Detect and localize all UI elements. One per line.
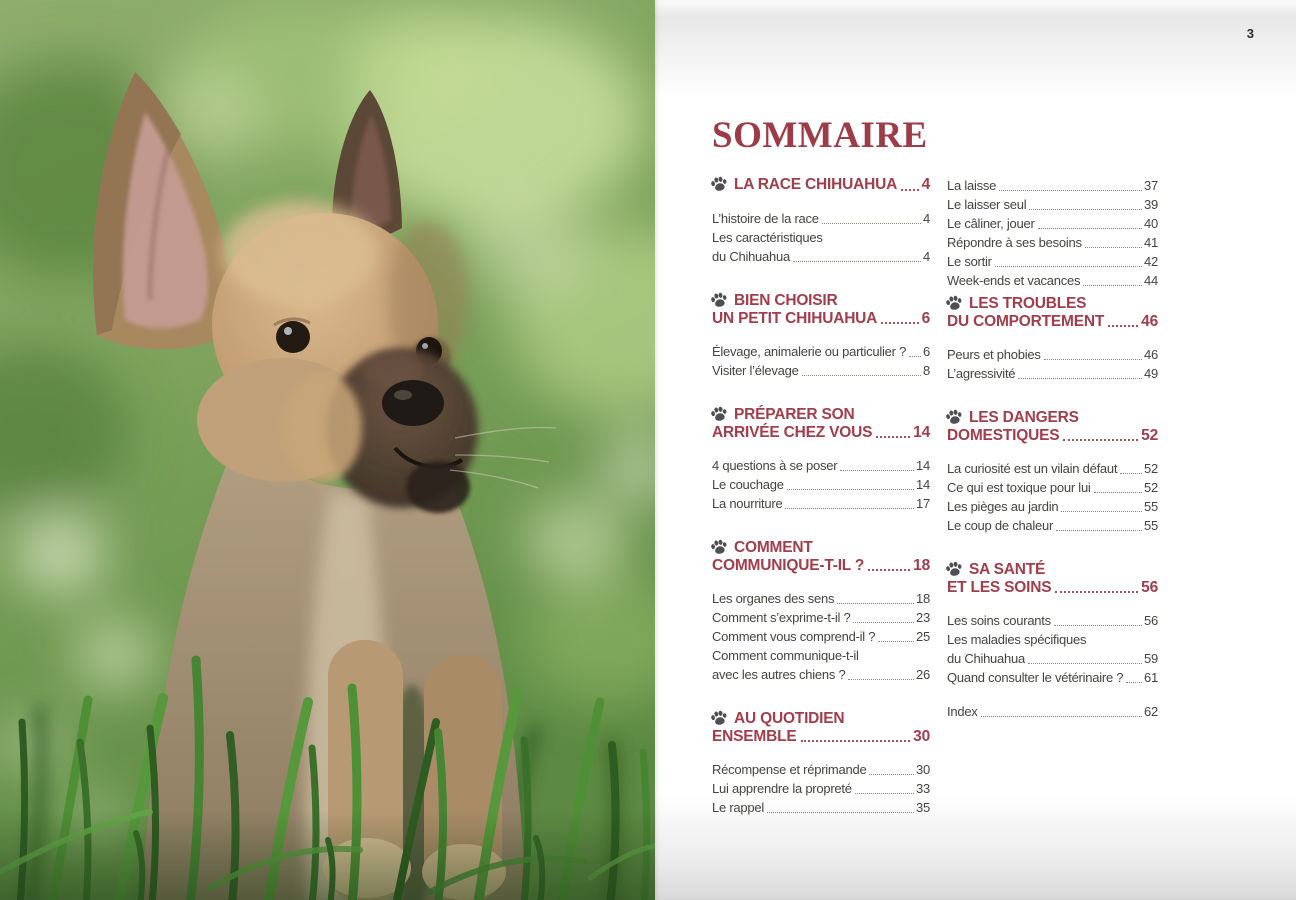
toc-entry-text: Comment s’exprime-t-il ? xyxy=(712,610,851,625)
toc-entry xyxy=(947,668,1158,687)
toc-section-heading xyxy=(712,406,930,441)
toc-entry-group xyxy=(947,345,1158,383)
toc-entry xyxy=(712,608,930,627)
toc-entry-text: du Chihuahua xyxy=(947,651,1025,666)
sommaire-page xyxy=(655,0,1296,900)
toc-entry-text: Le couchage xyxy=(712,477,784,492)
toc-entry-text: Lui apprendre la propreté xyxy=(712,781,852,796)
toc-section-heading-line xyxy=(712,557,930,574)
toc-entry xyxy=(947,611,1158,630)
toc-entry-row xyxy=(712,627,930,646)
toc-entry-page-number: 40 xyxy=(1144,216,1158,231)
toc-entry-row xyxy=(947,459,1158,478)
toc-entry-page-number: 17 xyxy=(916,496,930,511)
toc-entry-group xyxy=(712,760,930,817)
toc-section-heading-line xyxy=(712,310,930,327)
toc-columns xyxy=(712,176,1158,817)
toc-entry-group xyxy=(947,459,1158,535)
toc-entry-page-number: 55 xyxy=(1144,518,1158,533)
toc-entry-text: La nourriture xyxy=(712,496,783,511)
toc-entry-row xyxy=(947,702,1158,721)
toc-entry xyxy=(712,494,930,513)
toc-entry-page-number: 25 xyxy=(916,629,930,644)
dot-leader xyxy=(848,679,914,680)
dot-leader xyxy=(1018,378,1142,379)
dot-leader xyxy=(793,261,921,262)
toc-entry-row xyxy=(947,176,1158,195)
toc-entry-row xyxy=(712,589,930,608)
toc-section-heading-line xyxy=(712,539,930,557)
dot-leader xyxy=(881,322,918,324)
toc-entry xyxy=(947,271,1158,290)
toc-entry-text: Comment communique-t-il xyxy=(712,648,859,663)
toc-section-page-number: 46 xyxy=(1141,313,1158,330)
toc-section-heading-line xyxy=(947,427,1158,444)
dot-leader xyxy=(981,716,1142,717)
toc-section-heading-line xyxy=(712,176,930,194)
toc-entry-row xyxy=(947,364,1158,383)
toc-entry xyxy=(712,342,930,361)
toc-section-title: PRÉPARER SON xyxy=(734,406,855,423)
dot-leader xyxy=(785,508,914,509)
toc-entry-row xyxy=(712,361,930,380)
toc-entry-row xyxy=(712,475,930,494)
toc-entry-row xyxy=(947,271,1158,290)
toc-section-heading xyxy=(947,409,1158,444)
toc-section-title: LES TROUBLES xyxy=(969,295,1087,312)
dot-leader xyxy=(787,489,914,490)
toc-entry-text: Index xyxy=(947,704,978,719)
toc-section-heading-line xyxy=(947,313,1158,330)
toc-section-heading xyxy=(947,561,1158,596)
toc-entry-page-number: 55 xyxy=(1144,499,1158,514)
toc-entry-row xyxy=(712,798,930,817)
dot-leader xyxy=(909,356,921,357)
toc-section-title: DOMESTIQUES xyxy=(947,427,1060,444)
toc-entry-text: Les maladies spécifiques xyxy=(947,632,1087,647)
toc-section-title: UN PETIT CHIHUAHUA xyxy=(712,310,878,327)
toc-entry xyxy=(712,589,930,608)
dot-leader xyxy=(840,470,914,471)
toc-entry-text: Le sortir xyxy=(947,254,992,269)
toc-entry-page-number: 59 xyxy=(1144,651,1158,666)
dot-leader xyxy=(1061,511,1142,512)
toc-entry-row xyxy=(947,478,1158,497)
toc-section-title: AU QUOTIDIEN xyxy=(734,710,845,727)
toc-entry-page-number: 44 xyxy=(1144,273,1158,288)
dot-leader xyxy=(853,622,914,623)
toc-entry-row xyxy=(712,456,930,475)
toc-entry xyxy=(712,456,930,475)
toc-entry-text: Les organes des sens xyxy=(712,591,835,606)
paw-print-icon xyxy=(710,710,728,726)
toc-section-heading xyxy=(712,710,930,745)
toc-section-page-number: 14 xyxy=(913,424,930,441)
toc-entry-text: Le laisser seul xyxy=(947,197,1027,212)
toc-section-title: COMMENT xyxy=(734,539,813,556)
dot-leader xyxy=(1028,663,1142,664)
dot-leader xyxy=(1063,439,1138,441)
dot-leader xyxy=(1085,247,1142,248)
toc-entry-page-number: 39 xyxy=(1144,197,1158,212)
toc-section-heading xyxy=(712,176,930,194)
toc-entry-page-number: 26 xyxy=(916,667,930,682)
toc-entry-text: Le coup de chaleur xyxy=(947,518,1054,533)
toc-entry-text: Le câliner, jouer xyxy=(947,216,1035,231)
toc-entry xyxy=(947,195,1158,214)
toc-entry xyxy=(712,760,930,779)
toc-entry-row xyxy=(947,345,1158,364)
page-title: SOMMAIRE xyxy=(712,114,928,156)
toc-section-title: SA SANTÉ xyxy=(969,561,1046,578)
toc-entry-text: Élevage, animalerie ou particulier ? xyxy=(712,344,907,359)
toc-entry-row xyxy=(712,342,930,361)
toc-entry xyxy=(947,176,1158,195)
toc-entry-page-number: 61 xyxy=(1144,670,1158,685)
toc-entry-row xyxy=(947,516,1158,535)
toc-section-heading-line xyxy=(712,710,930,728)
toc-section-title: ENSEMBLE xyxy=(712,728,797,745)
toc-entry-page-number: 52 xyxy=(1144,480,1158,495)
toc-entry-page-number: 41 xyxy=(1144,235,1158,250)
dot-leader xyxy=(1044,359,1142,360)
dot-leader xyxy=(1029,209,1142,210)
toc-entry-text: L’agressivité xyxy=(947,366,1016,381)
toc-entry-group xyxy=(947,611,1158,687)
toc-entry xyxy=(947,497,1158,516)
toc-entry-group xyxy=(947,702,1158,721)
toc-entry-page-number: 46 xyxy=(1144,347,1158,362)
toc-entry-page-number: 35 xyxy=(916,800,930,815)
dot-leader xyxy=(1038,228,1143,229)
dot-leader xyxy=(855,793,914,794)
paw-print-icon xyxy=(945,409,963,425)
toc-entry-page-number: 62 xyxy=(1144,704,1158,719)
toc-section-heading xyxy=(712,292,930,327)
dot-leader xyxy=(1120,473,1142,474)
toc-entry-text: Les soins courants xyxy=(947,613,1051,628)
toc-entry-row xyxy=(712,494,930,513)
dot-leader xyxy=(767,812,914,813)
toc-entry-page-number: 49 xyxy=(1144,366,1158,381)
dot-leader xyxy=(822,223,921,224)
toc-entry-row xyxy=(712,665,930,684)
toc-section-page-number: 18 xyxy=(913,557,930,574)
toc-section-heading-line xyxy=(712,728,930,745)
toc-section-page-number: 4 xyxy=(921,176,930,193)
toc-entry-group xyxy=(712,456,930,513)
toc-section-page-number: 52 xyxy=(1141,427,1158,444)
dot-leader xyxy=(1054,625,1142,626)
dot-leader xyxy=(1055,591,1138,593)
toc-entry-page-number: 42 xyxy=(1144,254,1158,269)
paw-print-icon xyxy=(710,176,728,192)
toc-entry-text: 4 questions à se poser xyxy=(712,458,838,473)
toc-entry-row xyxy=(947,252,1158,271)
toc-entry xyxy=(712,798,930,817)
toc-section-heading-line xyxy=(712,292,930,310)
toc-entry-page-number: 30 xyxy=(916,762,930,777)
toc-section-heading-line xyxy=(947,295,1158,313)
dot-leader xyxy=(869,774,914,775)
toc-section-heading xyxy=(712,539,930,574)
toc-entry-row xyxy=(947,195,1158,214)
toc-entry-text: Ce qui est toxique pour lui xyxy=(947,480,1091,495)
toc-entry-text: avec les autres chiens ? xyxy=(712,667,846,682)
toc-entry-row xyxy=(947,233,1158,252)
toc-section-title: ET LES SOINS xyxy=(947,579,1052,596)
toc-section-title: LA RACE CHIHUAHUA xyxy=(734,176,898,193)
toc-entry-group xyxy=(712,589,930,684)
toc-entry-row xyxy=(712,779,930,798)
toc-entry-text: Week-ends et vacances xyxy=(947,273,1081,288)
dot-leader xyxy=(999,190,1142,191)
toc-entry xyxy=(947,345,1158,364)
toc-section-page-number: 30 xyxy=(913,728,930,745)
dot-leader xyxy=(1094,492,1142,493)
toc-section-heading-line xyxy=(947,409,1158,427)
toc-entry-text: La laisse xyxy=(947,178,997,193)
toc-entry-group xyxy=(947,176,1158,290)
dot-leader xyxy=(837,603,914,604)
toc-entry-page-number: 37 xyxy=(1144,178,1158,193)
toc-entry-text: La curiosité est un vilain défaut xyxy=(947,461,1118,476)
toc-section-heading-line xyxy=(712,406,930,424)
dot-leader xyxy=(1126,682,1142,683)
dot-leader xyxy=(801,740,911,742)
toc-entry-row xyxy=(712,760,930,779)
dot-leader xyxy=(1056,530,1142,531)
paw-print-icon xyxy=(945,295,963,311)
toc-entry-page-number: 52 xyxy=(1144,461,1158,476)
toc-section-title: ARRIVÉE CHEZ VOUS xyxy=(712,424,873,441)
toc-entry-row xyxy=(947,668,1158,687)
toc-entry xyxy=(947,252,1158,271)
toc-entry-text: Les caractéristiques xyxy=(712,230,823,245)
toc-entry-page-number: 14 xyxy=(916,477,930,492)
paw-print-icon xyxy=(945,561,963,577)
toc-entry-text: Récompense et réprimande xyxy=(712,762,867,777)
toc-entry-text: Quand consulter le vétérinaire ? xyxy=(947,670,1124,685)
toc-entry xyxy=(947,233,1158,252)
paw-print-icon xyxy=(710,406,728,422)
dot-leader xyxy=(868,569,910,571)
dot-leader xyxy=(802,375,921,376)
toc-entry xyxy=(947,364,1158,383)
dot-leader xyxy=(1083,285,1142,286)
toc-entry xyxy=(712,361,930,380)
toc-entry-row xyxy=(712,247,930,266)
dot-leader xyxy=(901,189,919,191)
toc-entry xyxy=(712,779,930,798)
toc-entry-page-number: 23 xyxy=(916,610,930,625)
toc-entry xyxy=(712,228,930,266)
dot-leader xyxy=(878,641,914,642)
toc-column-2 xyxy=(947,176,1158,817)
toc-entry-row xyxy=(712,608,930,627)
dot-leader xyxy=(876,436,910,438)
toc-entry xyxy=(947,630,1158,668)
toc-entry-text: Visiter l’élevage xyxy=(712,363,799,378)
toc-entry xyxy=(947,459,1158,478)
toc-section-heading-line xyxy=(712,424,930,441)
toc-entry-page-number: 8 xyxy=(923,363,930,378)
toc-entry xyxy=(947,478,1158,497)
toc-entry-text: du Chihuahua xyxy=(712,249,790,264)
toc-section-heading-line xyxy=(947,561,1158,579)
toc-entry xyxy=(947,214,1158,233)
dot-leader xyxy=(995,266,1142,267)
toc-entry-page-number: 6 xyxy=(923,344,930,359)
toc-entry xyxy=(712,646,930,684)
toc-section-title: DU COMPORTEMENT xyxy=(947,313,1105,330)
toc-section-page-number: 56 xyxy=(1141,579,1158,596)
toc-entry-row xyxy=(947,611,1158,630)
page-number: 3 xyxy=(1246,26,1254,41)
toc-column-1 xyxy=(712,176,930,817)
toc-section-heading-line xyxy=(947,579,1158,596)
toc-entry-page-number: 18 xyxy=(916,591,930,606)
toc-entry xyxy=(712,209,930,228)
toc-entry-text: Comment vous comprend-il ? xyxy=(712,629,876,644)
toc-entry xyxy=(947,516,1158,535)
toc-entry-text: Peurs et phobies xyxy=(947,347,1041,362)
toc-entry-text: Le rappel xyxy=(712,800,764,815)
toc-entry-page-number: 4 xyxy=(923,249,930,264)
toc-section-title: LES DANGERS xyxy=(969,409,1079,426)
toc-entry-row xyxy=(947,497,1158,516)
toc-entry-page-number: 33 xyxy=(916,781,930,796)
toc-entry-text: Répondre à ses besoins xyxy=(947,235,1082,250)
toc-entry-row xyxy=(947,214,1158,233)
toc-section-heading xyxy=(947,295,1158,330)
toc-entry-group xyxy=(712,342,930,380)
toc-entry-text: L’histoire de la race xyxy=(712,211,819,226)
toc-entry xyxy=(947,702,1158,721)
paw-print-icon xyxy=(710,539,728,555)
toc-entry-text: Les pièges au jardin xyxy=(947,499,1059,514)
toc-section-page-number: 6 xyxy=(921,310,930,327)
toc-entry-page-number: 14 xyxy=(916,458,930,473)
toc-entry xyxy=(712,627,930,646)
toc-entry-row xyxy=(947,649,1158,668)
toc-entry-page-number: 56 xyxy=(1144,613,1158,628)
toc-section-title: BIEN CHOISIR xyxy=(734,292,838,309)
toc-entry-group xyxy=(712,209,930,266)
toc-entry xyxy=(712,475,930,494)
dot-leader xyxy=(1108,325,1138,327)
toc-entry-row xyxy=(712,209,930,228)
paw-print-icon xyxy=(710,292,728,308)
toc-entry-page-number: 4 xyxy=(923,211,930,226)
toc-section-title: COMMUNIQUE-T-IL ? xyxy=(712,557,865,574)
